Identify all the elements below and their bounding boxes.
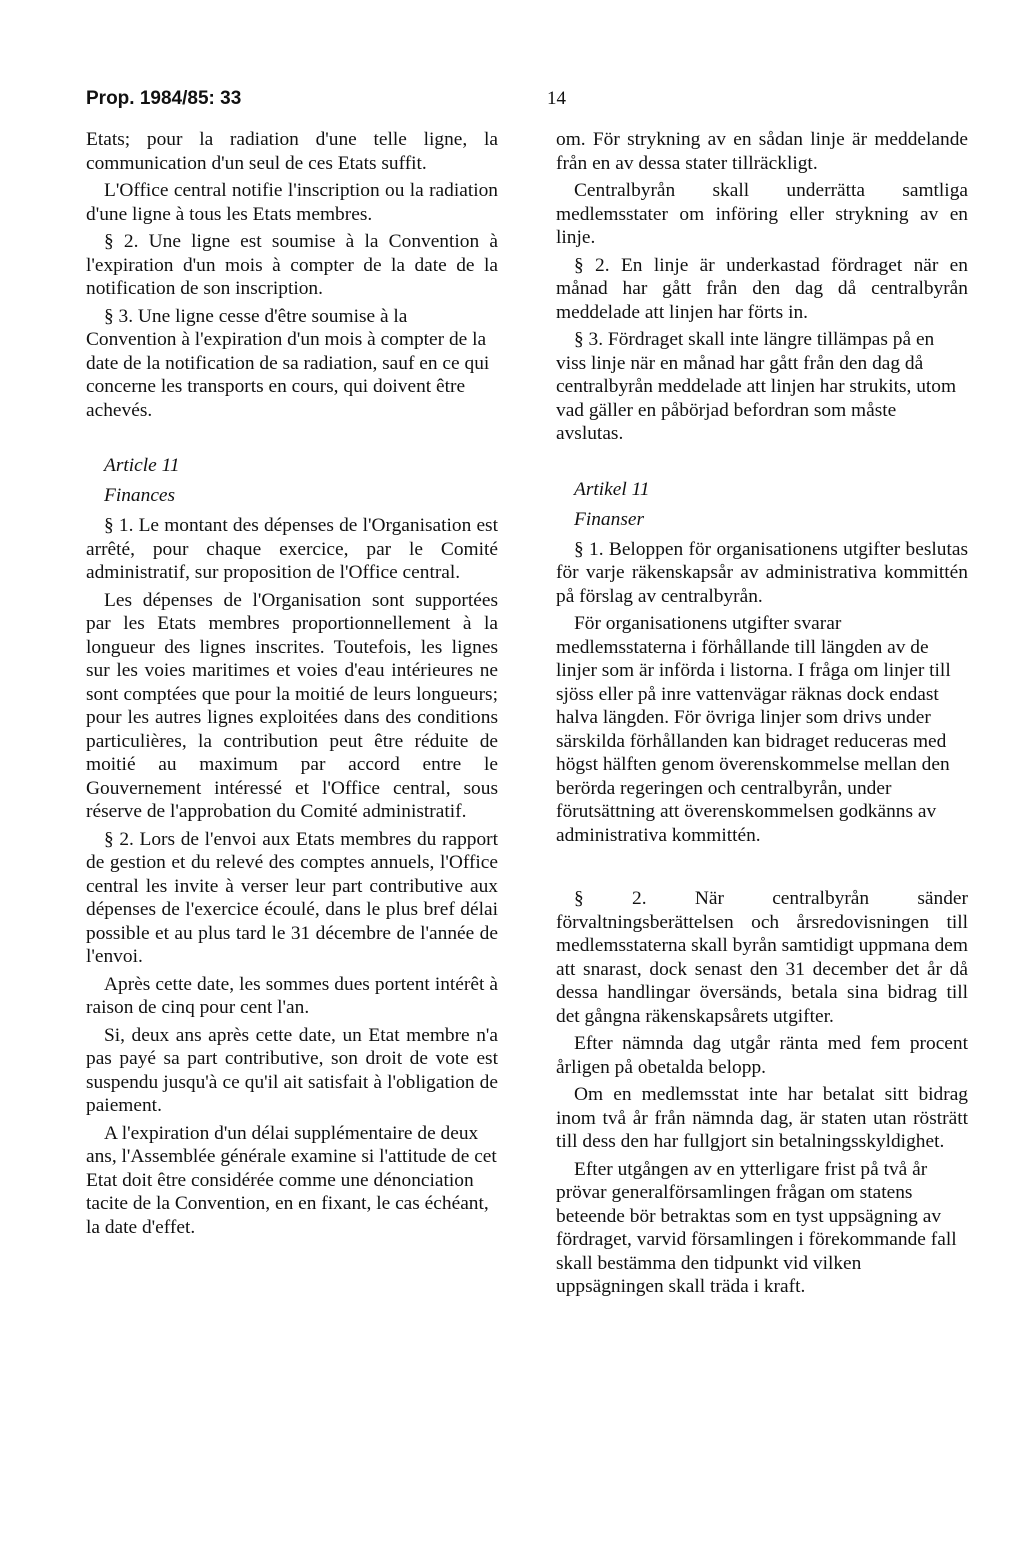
fr-intro-paragraph: § 3. Une ligne cesse d'être soumise à la Convention à l'expiration d'un mois à compter de la date de la notification de sa radiation, sauf en ce qui concerne les transports en cours, qui doivent être achevés.: [86, 305, 490, 421]
swedish-column: [556, 128, 968, 1303]
fr-article-heading: Article 11: [104, 455, 180, 476]
french-column: [86, 128, 498, 1243]
fr-article-paragraph: A l'expiration d'un délai supplémentaire de deux ans, l'Assemblée générale examine si l'attitude de cet Etat doit être considérée comme une dénonciation tacite de la Convention, en en fixant, le cas échéant, la date d'effet.: [86, 1122, 497, 1238]
sv-intro-paragraph: Centralbyrån skall underrätta samtliga medlemsstater om införing eller strykning av en linje.: [556, 180, 968, 248]
fr-intro-paragraph: Etats; pour la radiation d'une telle ligne, la communication d'un seul de ces Etats suffit.: [86, 129, 498, 174]
sv-article-paragraph: § 2. När centralbyrån sänder förvaltningsberättelsen och årsredovisningen till medlemsstaterna skall byrån samtidigt uppmana dem att snarast, dock senast den 31 december det år då dessa handlingar översänds, betala sina bidrag till det gångna räkenskapsårets utgifter.: [556, 888, 968, 1027]
sv-article-paragraph: § 1. Beloppen för organisationens utgifter beslutas för varje räkenskapsår av administrativa kommittén på förslag av centralbyrån.: [556, 538, 968, 607]
sv-article-paragraph: För organisationens utgifter svarar medlemsstaterna i förhållande till längden av de linjer som är införda i listorna. I fråga om linjer till sjöss eller på inre vattenvägar räknas dock endast halva längden. För övriga linjer som drivs under särskilda förhållanden kan bidraget reduceras med högst hälften genom överenskommelse mellan den berörda regeringen och centralbyrån, under förutsättning att överenskommelsen godkänns av administrativa kommittén.: [556, 613, 951, 846]
sv-article-paragraph: Efter utgången av en ytterligare frist på två år prövar generalförsamlingen frågan om statens beteende bör betraktas som en tyst uppsägning av fördraget, varvid församlingen i förekommande fall skall bestämma den tidpunkt vid vilken uppsägningen skall träda i kraft.: [556, 1158, 957, 1297]
fr-intro-paragraph: § 2. Une ligne est soumise à la Convention à l'expiration d'un mois à compter de la date de la notification de son inscription.: [86, 231, 498, 299]
sv-intro-paragraph: § 2. En linje är underkastad fördraget när en månad har gått från den dag då centralbyrån meddelade att linjen har förts in.: [556, 254, 968, 323]
document-reference: Prop. 1984/85: 33: [86, 88, 242, 109]
fr-article-paragraph: Si, deux ans après cette date, un Etat membre n'a pas payé sa part contributive, son droit de vote est suspendu jusqu'à ce qu'il ait satisfait à l'obligation de paiement.: [86, 1024, 498, 1116]
fr-article-paragraph: Les dépenses de l'Organisation sont supportées par les Etats membres proportionnellement à la longueur des lignes inscrites. Toutefois, les lignes sur les voies maritimes et voies d'eau intérieures ne sont comptées que pour la moitié de leurs longueurs; pour les autres lignes exploitées dans des conditions particulières, la contribution peut être réduite de moitié au maximum par accord entre le Gouvernement intéressé et l'Office central, sous réserve de l'approbation du Comité administratif.: [86, 589, 498, 822]
sv-article-paragraph: Om en medlemsstat inte har betalat sitt bidrag inom två år från nämnda dag, är staten utan rösträtt till dess den har fullgjort sin betalningsskyldighet.: [556, 1084, 968, 1152]
sv-intro-paragraph: § 3. Fördraget skall inte längre tillämpas på en viss linje när en månad har gått från den dag då centralbyrån meddelade att linjen har strukits, utom vad gäller en påbörjad befordran som måste avslutas.: [556, 329, 957, 444]
fr-article-paragraph: § 1. Le montant des dépenses de l'Organisation est arrêté, pour chaque exercice, par le Comité administratif, sur proposition de l'Office central.: [86, 515, 498, 583]
sv-article-heading: Artikel 11: [574, 478, 650, 500]
fr-intro-paragraph: L'Office central notifie l'inscription ou la radiation d'une ligne à tous les Etats membres.: [86, 180, 498, 225]
fr-article-title: Finances: [104, 485, 176, 506]
section-spacer: [556, 851, 968, 887]
page-number: 14: [547, 88, 566, 109]
page-header: [86, 88, 976, 114]
sv-article-title: Finanser: [574, 508, 645, 530]
fr-article-paragraph: Après cette date, les sommes dues portent intérêt à raison de cinq pour cent l'an.: [86, 973, 498, 1018]
sv-article-paragraph: Efter nämnda dag utgår ränta med fem procent årligen på obetalda belopp.: [556, 1033, 968, 1078]
sv-intro-paragraph: om. För strykning av en sådan linje är meddelande från en av dessa stater tillräckligt.: [556, 129, 968, 174]
fr-article-paragraph: § 2. Lors de l'envoi aux Etats membres du rapport de gestion et du relevé des comptes annuels, l'Office central les invite à verser leur part contributive aux dépenses de l'exercice écoulé, dans le plus bref délai possible et au plus tard le 31 décembre de l'année de l'envoi.: [86, 828, 498, 967]
